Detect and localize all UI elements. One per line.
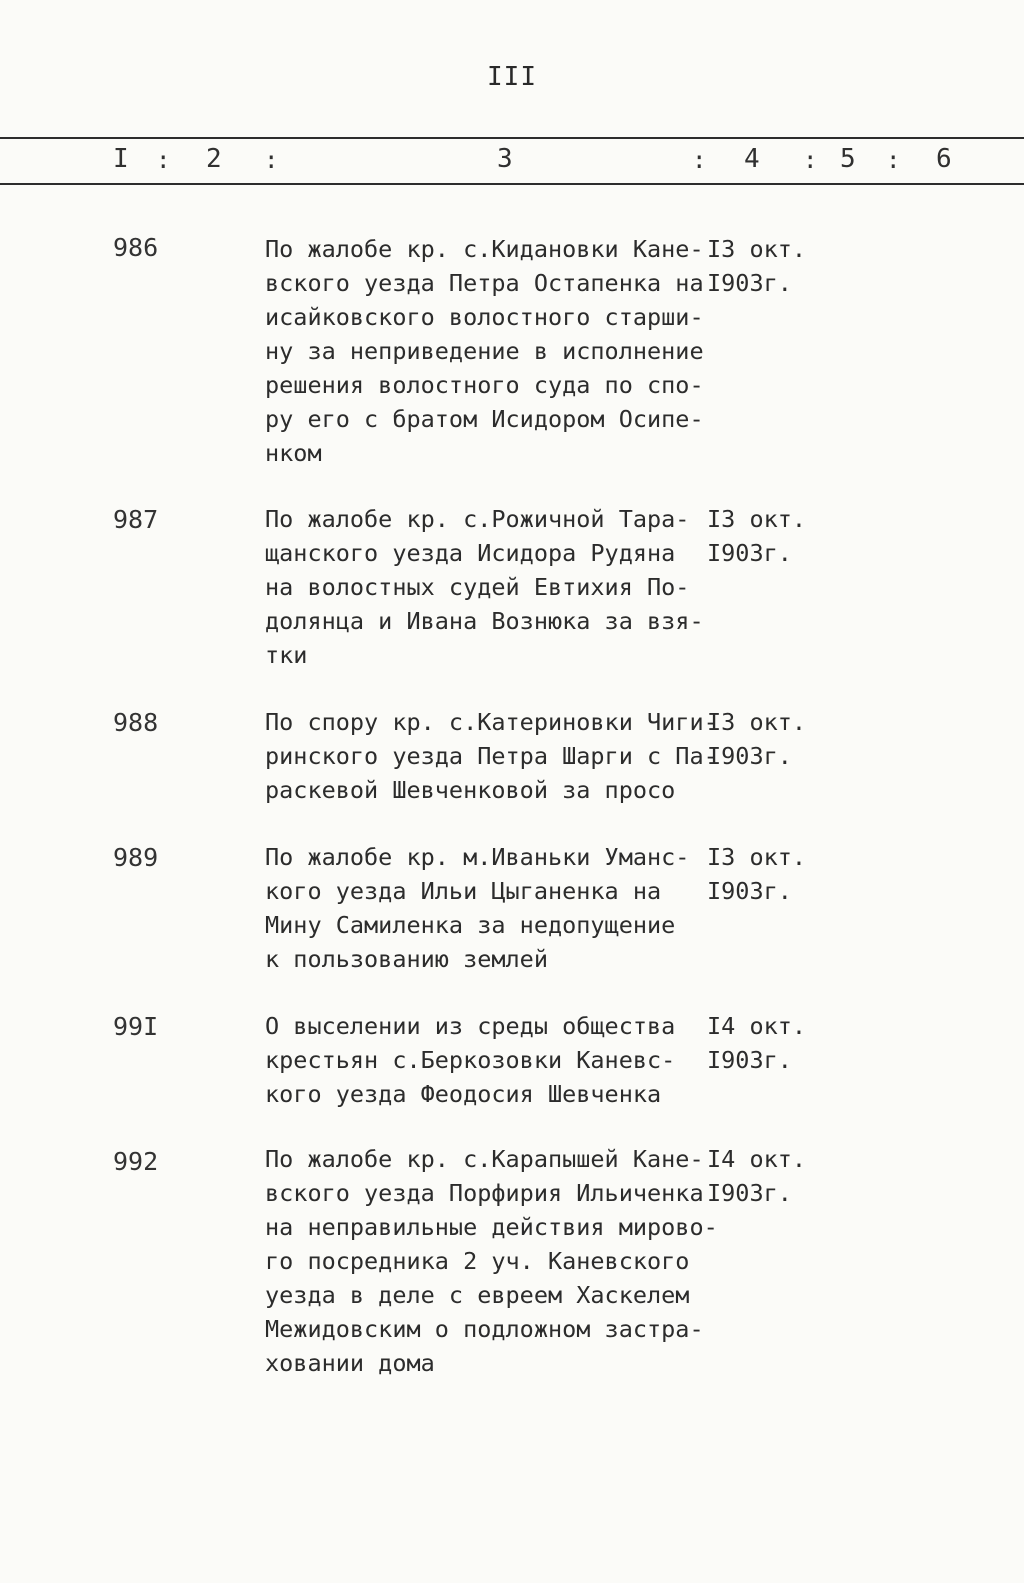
entry-date: I4 окт. I903г. <box>707 1012 807 1074</box>
header-bottom-rule <box>0 183 1024 185</box>
column-header-3: 3 <box>497 144 513 174</box>
entry-date: I3 окт. I903г. <box>707 708 807 770</box>
entry-number: 989 <box>113 843 159 872</box>
entry-description: По жалобе кр. м.Иваньки Уманс- кого уезда Ильи Цыганенка на Мину Самиленка за недопущение к пользованию землей <box>265 843 690 973</box>
column-header-6: 6 <box>936 144 952 174</box>
column-separator: : <box>264 146 279 174</box>
page-number: III <box>487 62 537 92</box>
entry-description: По спору кр. с.Катериновки Чиги- ринского уезда Петра Шарги с Па- раскевой Шевченковой за просо <box>265 708 718 804</box>
entry-description: По жалобе кр. с.Карапышей Кане- вского уезда Порфирия Ильиченка на неправильные действия мирово- го посредника 2 уч. Каневского уезда в деле с евреем Хаскелем Межидовским о подложном застра- ховании дома <box>265 1145 718 1377</box>
column-separator: : <box>692 146 707 174</box>
column-header-2: 2 <box>206 144 222 174</box>
column-separator: : <box>156 146 171 174</box>
column-separator: : <box>803 146 818 174</box>
entry-date: I4 окт. I903г. <box>707 1145 807 1207</box>
entry-description: По жалобе кр. с.Кидановки Кане- вского уезда Петра Остапенка на исайковского волостного старши- ну за неприведение в исполнение решения волостного суда по спо- ру его с братом Исидором Осипе- нком <box>265 235 704 467</box>
entry-number: 992 <box>113 1147 159 1176</box>
entry-description: По жалобе кр. с.Рожичной Тара- щанского уезда Исидора Рудяна на волостных судей Евтихия По- долянца и Ивана Вознюка за взя- тки <box>265 505 704 669</box>
entry-number: 986 <box>113 233 159 262</box>
entry-number: 987 <box>113 505 159 534</box>
column-header-5: 5 <box>840 144 856 174</box>
entry-number: 988 <box>113 708 159 737</box>
column-separator: : <box>886 146 901 174</box>
column-header-1: I <box>113 144 129 174</box>
entry-number: 99I <box>113 1012 159 1041</box>
header-top-rule <box>0 137 1024 139</box>
entry-description: О выселении из среды общества крестьян с.Беркозовки Каневс- кого уезда Феодосия Шевченка <box>265 1012 676 1108</box>
column-header-4: 4 <box>744 144 760 174</box>
entry-date: I3 окт. I903г. <box>707 843 807 905</box>
entry-date: I3 окт. I903г. <box>707 235 807 297</box>
entry-date: I3 окт. I903г. <box>707 505 807 567</box>
